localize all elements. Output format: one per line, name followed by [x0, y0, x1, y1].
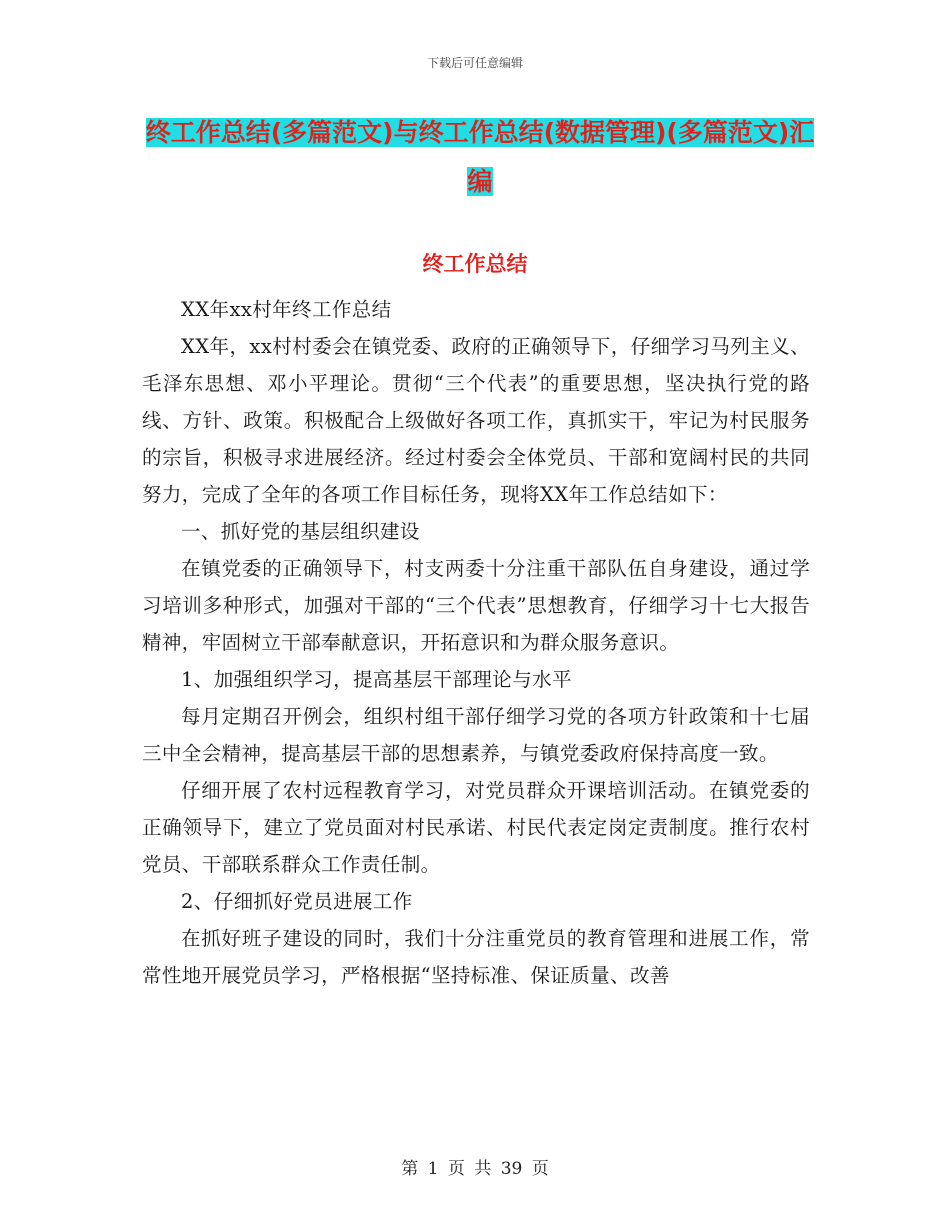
document-title	[140, 108, 820, 206]
paragraph: 1、加强组织学习，提高基层干部理论与水平	[181, 668, 572, 691]
paragraph: 仔细开展了农村远程教育学习，对党员群众开课培训活动。在镇党委的正确领导下，建立了党员面对村民承诺、村民代表定岗定责制度。推行农村党员、干部联系群众工作责任制。	[142, 779, 810, 876]
paragraph: 一、抓好党的基层组织建设	[181, 520, 420, 543]
paragraph: 在抓好班子建设的同时，我们十分注重党员的教育管理和进展工作，常常性地开展党员学习，严格根据“坚持标准、保证质量、改善	[142, 927, 810, 987]
page-number: 第 1 页 共 39 页	[401, 1159, 549, 1179]
paragraph: 2、仔细抓好党员进展工作	[181, 890, 413, 913]
header-note: 下载后可任意编辑	[426, 56, 523, 70]
document-title-text: 终工作总结(多篇范文)与终工作总结(数据管理)(多篇范文)汇编	[145, 118, 815, 196]
paragraph: 在镇党委的正确领导下，村支两委十分注重干部队伍自身建设，通过学习培训多种形式，加强对干部的“三个代表”思想教育，仔细学习十七大报告精神，牢固树立干部奉献意识，开拓意识和为群众服务意识。	[142, 557, 810, 654]
paragraph: 每月定期召开例会，组织村组干部仔细学习党的各项方针政策和十七届三中全会精神，提高基层干部的思想素养，与镇党委政府保持高度一致。	[142, 705, 810, 765]
paragraph: XX年xx村年终工作总结	[181, 298, 392, 321]
section-title: 终工作总结	[422, 252, 528, 276]
paragraph: XX年，xx村村委会在镇党委、政府的正确领导下，仔细学习马列主义、毛泽东思想、邓小平理论。贯彻“三个代表”的重要思想，坚决执行党的路线、方针、政策。积极配合上级做好各项工作，真抓实干，牢记为村民服务的宗旨，积极寻求进展经济。经过村委会全体党员、干部和宽阔村民的共同努力，完成了全年的各项工作目标任务，现将XX年工作总结如下：	[142, 335, 810, 506]
document-body	[142, 291, 810, 994]
